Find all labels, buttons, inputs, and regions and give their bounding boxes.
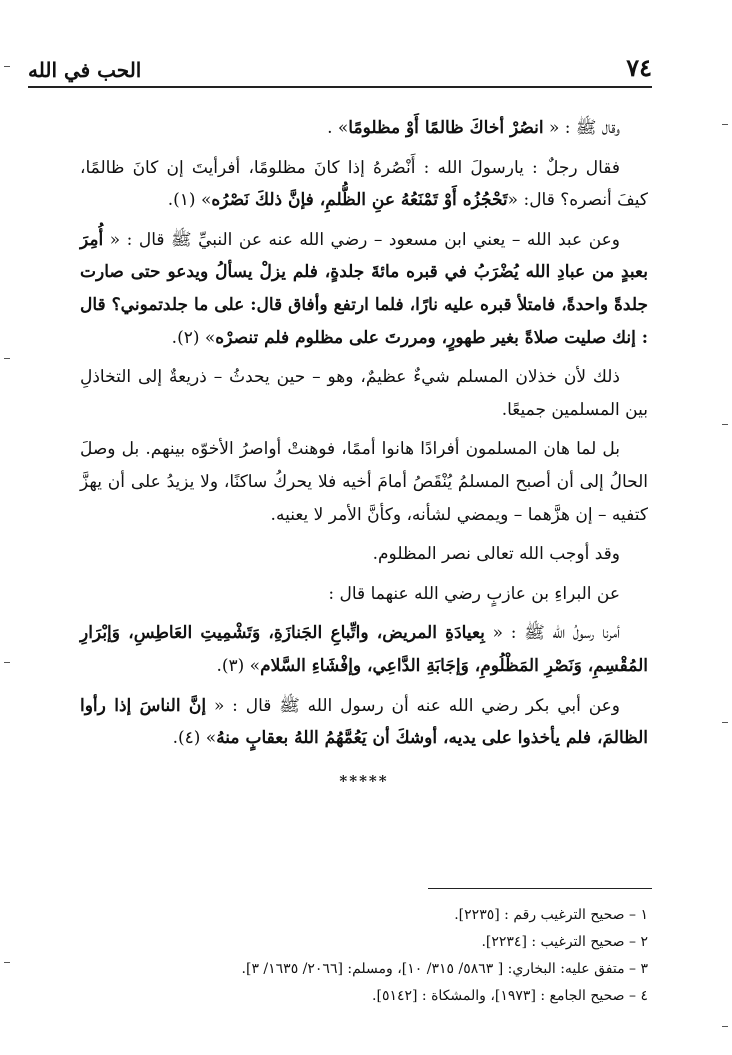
scan-margin-mark (722, 124, 728, 125)
scan-margin-mark (4, 962, 10, 963)
footnotes (80, 902, 648, 1010)
paragraph-text: » (٣). (216, 655, 261, 676)
scan-margin-mark (4, 662, 10, 663)
paragraph (80, 152, 648, 217)
paragraph (80, 361, 648, 426)
paragraph-text: عن البراءِ بن عازبٍ رضي الله عنهما قال : (328, 583, 620, 604)
paragraph (80, 690, 648, 755)
paragraph-text: » . (327, 118, 349, 138)
scan-margin-mark (4, 66, 10, 67)
paragraph-text: وقد أوجب الله تعالى نصر المظلوم. (372, 544, 620, 565)
paragraph (80, 617, 648, 682)
paragraph-text: فقال رجلٌ : يارسولَ الله : أَنْصُرهُ إذا كانَ مظلومًا، أفرأيتَ إن كانَ ظالمًا، كيفَ أنصره؟ قال: « (80, 157, 648, 211)
scan-margin-mark (722, 424, 728, 425)
hadith-quote: أُمِرَ بعبدٍ من عبادِ الله يُضْرَبُ في قبره مائةَ جلدةٍ، فلم يزلْ يسألُ ويدعو حتى صارت جلدةً واحدةً، فامتلأ قبره عليه نارًا، فلما ارتفع وأفاق قال: على ما جلدتموني؟ قال : إنك صليت صلاةً بغير طهورٍ، ومررتَ على مظلوم فلم تنصرْه (80, 229, 648, 348)
section-separator: ***** (339, 771, 389, 790)
paragraph (80, 578, 648, 611)
footnote-rule (428, 888, 652, 889)
footnote: ٤ – صحيح الجامع : [١٩٧٣]، والمشكاة : [٥١٤٢]. (372, 988, 648, 1004)
paragraph-text: وعن عبد الله – يعني ابن مسعود – رضي الله عنه عن النبيِّ ﷺ قال : « (103, 229, 620, 250)
paragraph-text: » (٤). (172, 728, 217, 749)
hadith-quote: إنَّ الناسَ إذا رأوا الظالمَ، فلم يأخذوا على يديه، أوشكَ أن يَعُمَّهُمُ اللهُ بعقابٍ منهُ (80, 695, 648, 749)
body-text (80, 112, 648, 797)
paragraph (80, 112, 648, 145)
running-title: الحب في الله (28, 58, 142, 82)
paragraph-text: » (١). (167, 190, 212, 211)
paragraph (80, 224, 648, 354)
footnote: ٢ – صحيح الترغيب : [٢٢٣٤]. (481, 934, 648, 950)
scan-margin-mark (4, 358, 10, 359)
hadith-quote: انصُرْ أخاكَ ظالمًا أَوْ مظلومًا (348, 118, 544, 138)
paragraph-text: أمرنا رسولُ الله ﷺ : « (484, 623, 620, 644)
paragraph-text: » (٢). (171, 327, 216, 348)
hadith-quote: تَحْجُزُه أَوْ تَمْنَعُهُ عنِ الظُّلمِ، فإنَّ ذلكَ نَصْرُه (211, 190, 508, 211)
hadith-quote: بِعيادَةِ المريض، واتِّباعِ الجَنازَةِ، وَتَشْمِيتِ العَاطِسِ، وَإبْرَارِ المُقْسِمِ، وَنَصْرِ المَظْلُومِ، وَإجَابَةِ الدَّاعِي، وإفْشَاءِ السَّلام (80, 623, 648, 676)
paragraph (80, 538, 648, 571)
page-header (28, 48, 652, 88)
paragraph-text: وقال ﷺ : « (543, 118, 620, 138)
paragraph-text: ذلك لأن خذلان المسلم شيءٌ عظيمٌ، وهو – حين يحدثُ – ذريعةٌ إلى التخاذلِ بين المسلمين جميعًا. (80, 367, 648, 420)
footnote: ٣ – متفق عليه: البخاري: [ ٥٨٦٣/ ٣١٥/ ١٠]، ومسلم: [٢٠٦٦/ ١٦٣٥/ ٣]. (241, 961, 648, 977)
scan-margin-mark (722, 722, 728, 723)
footnote: ١ – صحيح الترغيب رقم : [٢٢٣٥]. (454, 907, 648, 923)
paragraph-text: وعن أبي بكر رضي الله عنه أن رسول الله ﷺ قال : « (206, 695, 620, 716)
scan-margin-mark (722, 1026, 728, 1027)
paragraph-text: بل لما هان المسلمون أفرادًا هانوا أممًا، فوهنتْ أواصرُ الأخوّه بينهم. بل وصلَ الحالُ إلى أن أصبح المسلمُ يُنْقَصُ أمامَ أخيه فلا يحركُ ساكنًا، ولا يزيدُ على أن يهزَّ كتفيه – إن هزَّهما – ويمضي لشأنه، وكأنَّ الأمر لا يعنيه. (80, 439, 648, 525)
paragraph (80, 433, 648, 531)
page-number: ٧٤ (626, 53, 652, 82)
